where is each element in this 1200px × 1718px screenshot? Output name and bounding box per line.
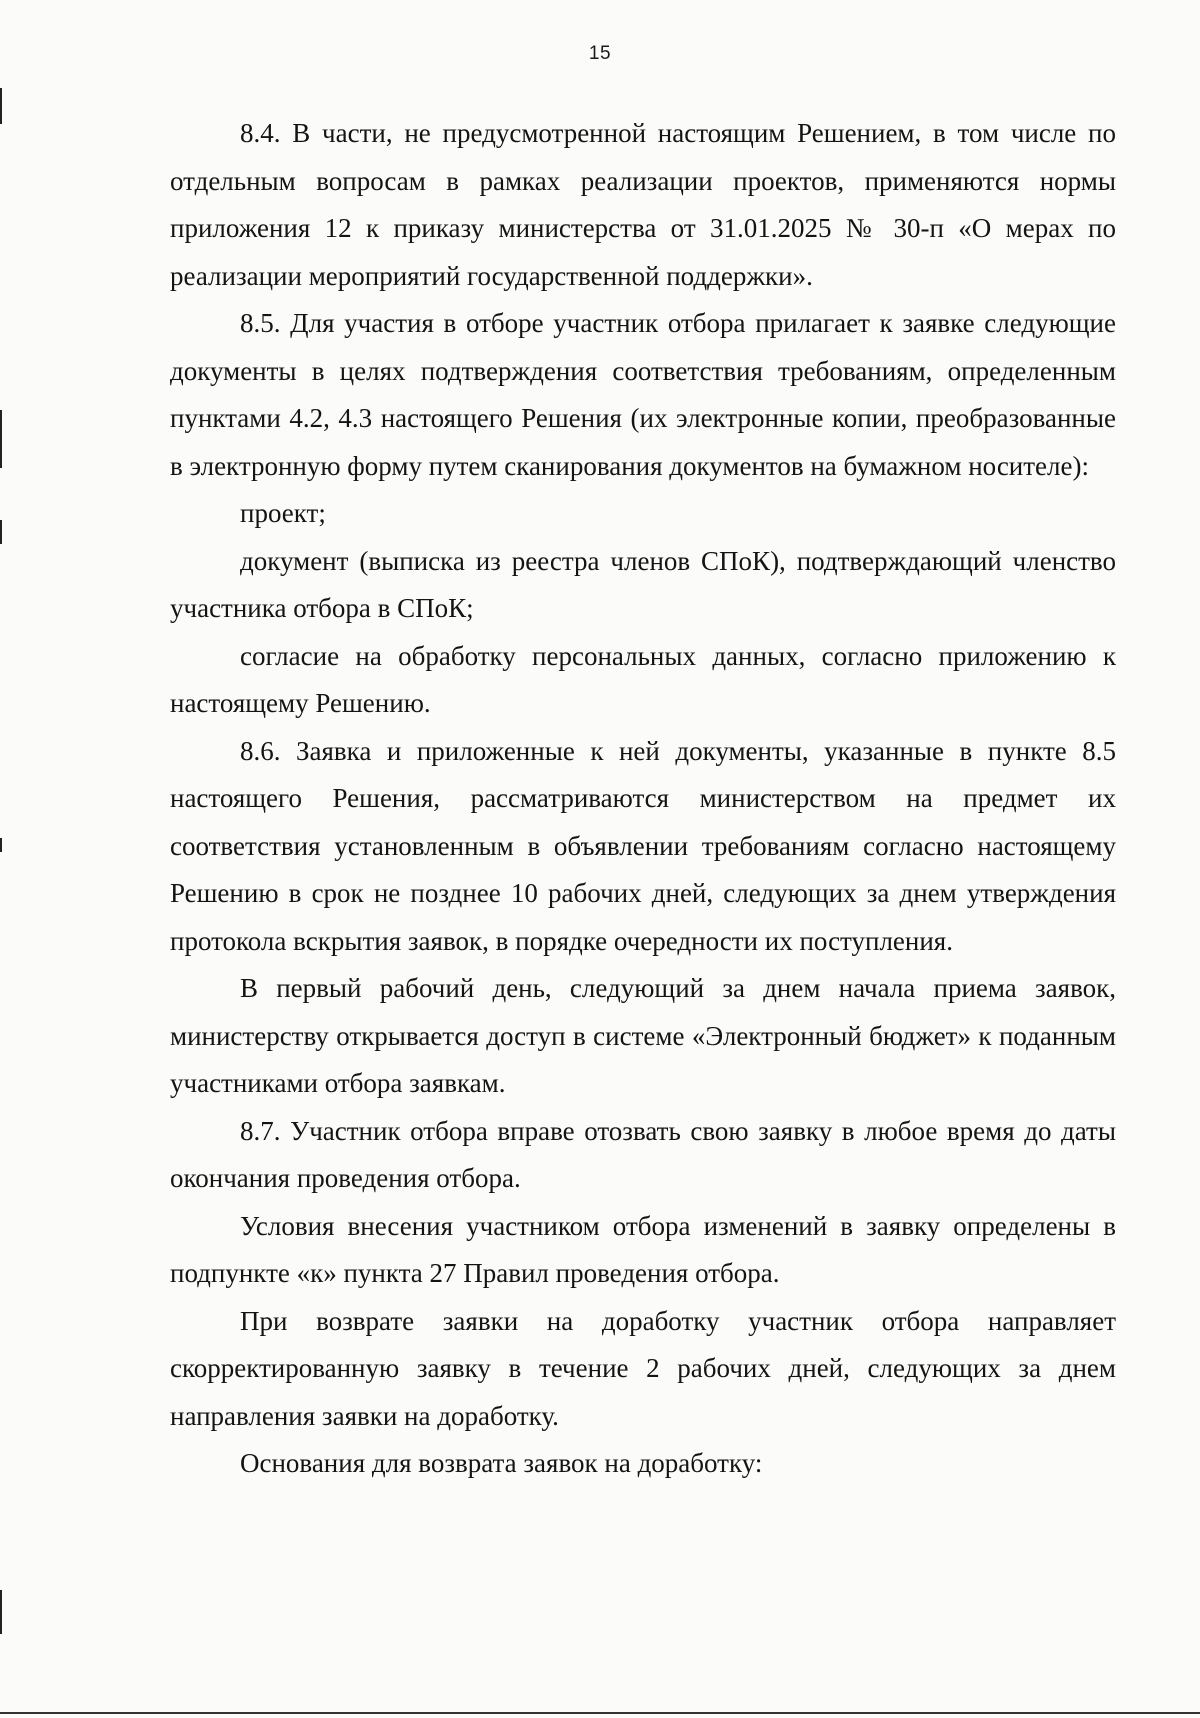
scan-bottom-rule bbox=[0, 1712, 1200, 1714]
paragraph-membership-document: документ (выписка из реестра членов СПоК), подтверждающий членство участника отбора в СПоК; bbox=[170, 545, 1116, 623]
paragraph-return-for-revision: При возврате заявки на доработку участник отбора направляет скорректированную заявку в течение 2 рабочих дней, следующих за днем направления заявки на доработку. bbox=[170, 1305, 1116, 1431]
scan-edge-mark bbox=[0, 838, 2, 852]
scan-edge-mark bbox=[0, 410, 2, 468]
paragraph-project: проект; bbox=[240, 498, 326, 528]
paragraph-return-grounds: Основания для возврата заявок на доработку: bbox=[240, 1448, 763, 1478]
paragraph-8-4: 8.4. В части, не предусмотренной настоящим Решением, в том числе по отдельным вопросам в рамках реализации проектов, применяются нормы приложения 12 к приказу министерства от 31.01.2025 № 30-п «О мерах по реализации мероприятий государственной поддержки». bbox=[170, 118, 1116, 291]
scan-edge-mark bbox=[0, 1590, 2, 1634]
paragraph-first-working-day: В первый рабочий день, следующий за днем начала приема заявок, министерству открывается доступ в системе «Электронный бюджет» к поданным участниками отбора заявкам. bbox=[170, 973, 1116, 1098]
document-body bbox=[170, 110, 1116, 1488]
page-number: 15 bbox=[588, 43, 612, 64]
paragraph-8-6: 8.6. Заявка и приложенные к ней документы, указанные в пункте 8.5 настоящего Решения, рассматриваются министерством на предмет их соответствия установленным в объявлении требованиям согласно настоящему Решению в срок не позднее 10 рабочих дней, следующих за днем утверждения протокола вскрытия заявок, в порядке очередности их поступления. bbox=[170, 735, 1116, 956]
paragraph-8-7: 8.7. Участник отбора вправе отозвать свою заявку в любое время до даты окончания проведения отбора. bbox=[170, 1115, 1116, 1193]
paragraph-personal-data-consent: согласие на обработку персональных данных, согласно приложению к настоящему Решению. bbox=[170, 640, 1116, 718]
paragraph-8-5: 8.5. Для участия в отборе участник отбора прилагает к заявке следующие документы в целях подтверждения соответствия требованиям, определенным пунктами 4.2, 4.3 настоящего Решения (их электронные копии, преобразованные в электронную форму путем сканирования документов на бумажном носителе): bbox=[170, 308, 1116, 481]
paragraph-change-conditions: Условия внесения участником отбора изменений в заявку определены в подпункте «к» пункта 27 Правил проведения отбора. bbox=[170, 1210, 1116, 1288]
scan-edge-mark bbox=[0, 520, 2, 544]
scan-edge-mark bbox=[0, 88, 2, 124]
